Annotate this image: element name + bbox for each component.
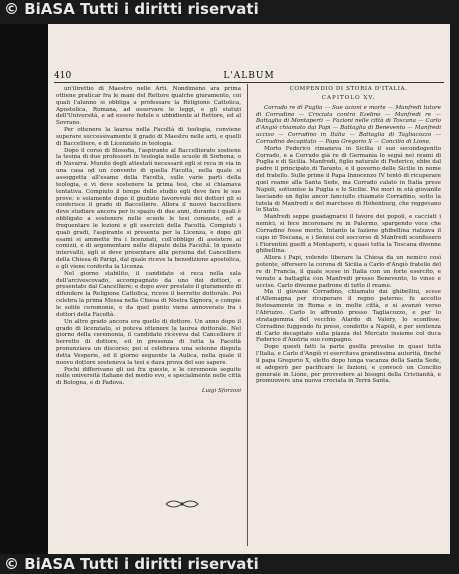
left-paragraph-4: Nel giorno stabilito, il candidato si reca nella sala dell'arcivescovado, accompagnato da uno dei dottori, e presentato dal Cancelliere; e dopo aver prestato il giuramento di difendere la Religione Cattolica, riceve il berretto dottorale. Poi celebra la prima Messa nella Chiesa di Nostra Signora, e compie le solite ceremonie, e da quel punto viene annoverato fra i dottori della Facoltà. — [56, 270, 241, 318]
copyright-watermark-text-bottom: © BiASA Tutti i diritti riservati — [4, 555, 259, 573]
copyright-watermark-text: © BiASA Tutti i diritti riservati — [4, 0, 259, 18]
watermark-bottom — [0, 555, 459, 573]
section-heading: COMPENDIO DI STORIA D'ITALIA. — [289, 86, 408, 92]
right-paragraph-1: Morto Federico rimaneva in Sicilia il suo secondogenito Corrado, e a Corrado già re di Germania lo seguì nei reami di Puglia e di Sicilia. Manfredi, figlio naturale di Federico, ebbe dal padre il principato di Taranto, e il governo delle Sicilie in nome del fratello. Sulle prime il Papa Innocenzo IV tentò di ricuperare quel reame alla Santa Sede, ma Corrado calato in Italia prese Napoli, sottomise la Puglia e le Sicilie. Poi morì in età giovanile lasciando un figlio ancor fanciullo chiamato Corradino, sotto la tutela di Manfredi e del marchese di Hohenburg, che reggevano lo Stato. — [256, 145, 441, 214]
page-header — [54, 68, 444, 83]
right-paragraph-3: Allora i Papi, volendo liberare la Chiesa da un nemico così potente, offersero la corona di Sicilia a Carlo d'Angiò fratello del re di Francia, il quale scese in Italia con un forte esercito, e venuto a battaglia con Manfredi presso Benevento, lo vinse e uccise. Carlo divenne padrone di tutto il reame. — [256, 255, 441, 289]
author-signature: Luigi Sforzosi — [201, 388, 241, 395]
right-paragraph-5: Dopo questi fatti la parte guelfa prevalse in quasi tutta l'Italia, e Carlo d'Angiò vi esercitava grandissima autorità, finché il papa Gregorio X, eletto dopo lunga vacanza della Santa Sede, si adoperò per pacificare le fazioni, e convocò un Concilio generale in Lione, per provvedere ai bisogni della Cristianità, e promuovere una nuova crociata in Terra Santa. — [256, 344, 441, 385]
left-paragraph-3: Dopo il corso di filosofia, l'aspirante al Baccellierato sostiene la tesina di due professori in teologia nelle scuole di Sorbona, o di Navarra. Munito degli attestati necessarii egli si reca in via in una casa od un convento di quella Facoltà, nella quale si assoggetta all'esame della Facoltà, sulle varie parti della teologia, e vi deve sostenere la prima tesi, che si chiamava tentativa. Compiuto il tempo dello studio egli deve fare le sue prove; e solamente dopo il giudizio favorevole dei dottori gli si conferisce il grado di Baccelliere. Allora il nuovo baccelliere deve studiare ancora per lo spazio di due anni, durante i quali è obbligato a sostenere nelle scuole le tesi consuete, ed a frequentare le lezioni e gli esercizii della Facoltà. Compiuti i quali gradi, l'aspirante si presenta per la Licenza, e dopo gli esami si ammette fra i licenziati, coll'obbligo di assistere ai comizii, e di argomentare nelle dispute della Facoltà. In questo intervallo, egli si deve presentare alla persona del Cancelliere della Chiesa di Parigi, dal quale riceve la benedizione apostolica, e gli viene conferita la Licenza. — [56, 147, 241, 270]
right-column — [256, 86, 441, 546]
scan-dark-edge — [0, 24, 48, 554]
page-number: 410 — [54, 71, 72, 81]
left-paragraph-1: un'ilirettio di Maestro nelle Arti. Nondimeno ara prima ottiene praticar fra le mani del Rettore qualche giuramento, coi quali l'alunno si obbliga a professare la Religione Cattolica, Apostolica, Romana, ad osservare le leggi, e gli statuti dell'Università, e ad essere fedele e ubbidiente al Rettore, ed al Sovrano. — [56, 86, 241, 127]
column-divider — [247, 84, 248, 546]
left-column — [56, 86, 241, 546]
left-paragraph-2: Per ottenere la laurea nella Facoltà di teologia, conviene superare successivamente il grado di Maestro nelle arti, e quelli di Baccelliere, e di Licenziato in teologia. — [56, 127, 241, 147]
running-title: L'ALBUM — [223, 71, 275, 81]
watermark-top — [0, 0, 459, 18]
left-paragraph-6: Pochi differivano gli usi fra queste, e le ceremonie seguite nelle università italiane del medio evo, e specialmente nelle città di Bologna, e di Padova. — [56, 366, 241, 387]
right-paragraph-2: Manfredi seppe guadagnarsi il favore dei popoli, e cacciati i nemici, si fece incoronare re in Palermo, spargendo voce che Corradino fosse morto. Intanto la fazione ghibellina rialzava il capo in Toscana, e i Senesi col soccorso di Manfredi sconfissero i Fiorentini guelfi a Montaperti, e quasi tutta la Toscana divenne ghibellina. — [256, 214, 441, 255]
document-page — [48, 24, 450, 554]
right-paragraph-4: Ma il giovane Corradino, chiamato dai ghibellini, scese d'Allemagna per ricuperare il regno paterno; fu accolto festosamente in Roma e in molte città, e si avanzò verso l'Abruzzo. Carlo lo affrontò presso Tagliacozzo, e per lo stratagemma del vecchio Alardo di Valery, lo sconfisse. Corradino fuggendo fu preso, condotto a Napoli, e per sentenza di Carlo decapitato sulla piazza del Mercato insieme col duca Federico d'Austria suo compagno. — [256, 289, 441, 344]
left-paragraph-5: Un altro grado ancora era quello di dottore. Un anno dopo il grado di licenziato, si poteva ottenere la laurea dottorale. Nel giorno della ceremonia, il candidato riceveva dal Cancelliere il berretto di dottore, ed in presenza di tutta la Facoltà pronunziava un discorso; poi si celebrava una solenne disputa detta Vesperie, ed il giorno seguente la Aulica, nella quale il nuovo dottore sosteneva la tesi e dava prova del suo sapere. — [56, 318, 241, 366]
ornament-icon — [164, 497, 200, 511]
chapter-summary: Corrado re di Puglia — Sue azioni e morte — Manfredi tutore di Corradino — Crociata contro Ezelino — Manfredi re — Battaglia di Montaperti — Fazioni nelle città di Toscana — Carlo d'Angiò chiamato dai Papi — Battaglia di Benevento — Manfredi ucciso — Corradino in Italia — Battaglia di Tagliacozzo — Corradino decapitato — Papa Gregorio X — Concilio di Lione. — [256, 104, 441, 145]
chapter-heading: CAPITOLO XV. — [321, 94, 376, 101]
